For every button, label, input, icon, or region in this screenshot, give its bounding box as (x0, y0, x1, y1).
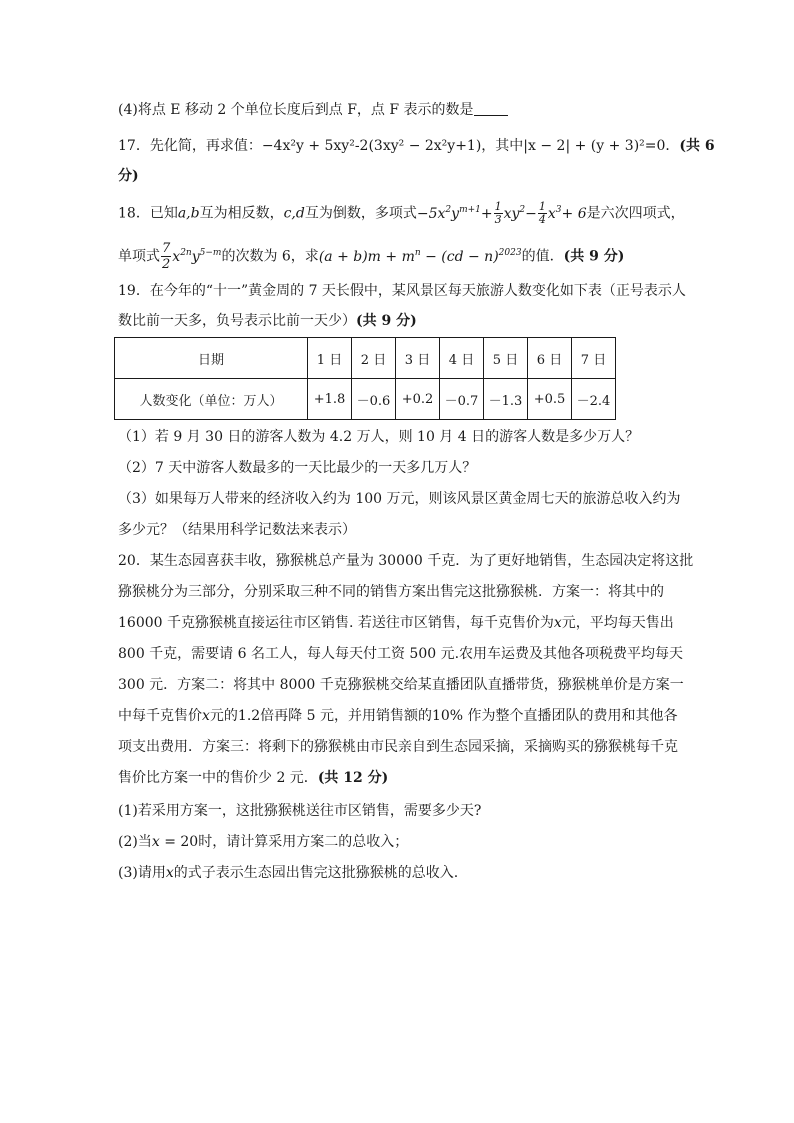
q20-line3 (118, 613, 674, 633)
plus-sign: + (480, 205, 493, 222)
q18-text-2: 互为倒数，多项式 (304, 205, 417, 222)
frac-num: 1 (494, 200, 502, 213)
q20-text: (2)当 (118, 834, 152, 850)
var-x: x (553, 615, 562, 631)
q18-text-5: 的值． (521, 248, 564, 265)
table-cell-day: 5 日 (484, 338, 528, 379)
table-cell-change: －2.4 (572, 379, 616, 420)
q17-line1 (118, 136, 715, 156)
q20-text: = 20时，请计算采用方案二的总收入； (159, 834, 409, 850)
table-cell-day: 4 日 (440, 338, 484, 379)
table-cell-change: +0.2 (396, 379, 440, 420)
q18-text-4: 的次数为 6，求 (221, 248, 319, 265)
q20-line6 (118, 706, 678, 726)
q18-var-ab: a,b (177, 205, 200, 222)
fraction-one-third (494, 201, 503, 226)
q17-score: (共 6 (679, 138, 715, 154)
q19-sub1: （1）若 9 月 30 日的游客人数为 4.2 万人，则 10 月 4 日的游客人数是多少万人？ (118, 429, 640, 445)
q18-polynomial (416, 200, 587, 226)
q20-text: 元，平均每天售出 (561, 615, 674, 631)
fraction-seven-halves (161, 241, 171, 272)
table-cell-change: +1.8 (308, 379, 352, 420)
q19-line1: 19．在今年的“十一”黄金周的 7 天长假中，某风景区每天旅游人数变化如下表（正号表示人 (118, 283, 686, 299)
mono-exp: 5−m (199, 247, 222, 258)
poly-exp: 2 (519, 204, 526, 215)
q18-mono-label: 单项式 (118, 248, 160, 265)
q20-text: 中每千克售价 (118, 708, 202, 724)
q20-line1: 20．某生态园喜获丰收，猕猴桃总产量为 30000 千克．为了更好地销售，生态园决定将这批 (118, 553, 694, 569)
q18-line2 (118, 241, 624, 272)
q20-part2 (118, 832, 408, 852)
table-cell-change: －0.7 (440, 379, 484, 420)
table-header-change: 人数变化（单位：万人） (115, 379, 308, 420)
poly-term-a: −5x (416, 205, 446, 222)
q19-sub2: （2）7 天中游客人数最多的一天比最少的一天多几万人？ (118, 460, 477, 476)
q18-text-1: 互为相反数， (199, 205, 284, 222)
q18-expression (319, 249, 522, 265)
q20-text: 的式子表示生态园出售完这批猕猴桃的总收入. (173, 865, 459, 881)
table-cell-day: 7 日 (572, 338, 616, 379)
q20-line7: 项支出费用．方案三：将剩下的猕猴桃由市民亲自到生态园采摘，采摘购买的猕猴桃每千克 (118, 739, 678, 755)
expr-exp: 2023 (498, 247, 522, 258)
expr-exp: n (414, 247, 421, 258)
poly-exp: m+1 (459, 204, 481, 215)
table-row (115, 379, 616, 420)
fraction-one-quarter (538, 201, 547, 226)
table-row (115, 338, 616, 379)
poly-term-b: xy (503, 205, 520, 222)
var-x: x (165, 865, 174, 881)
q17-line2: 分) (118, 168, 139, 184)
q20-text: 16000 千克猕猴桃直接运往市区销售. 若送往市区销售，每千克售价为 (118, 615, 554, 631)
q20-line4: 800 千克，需要请 6 名工人，每人每天付工资 500 元.农用车运费及其他各项税费平均每天 (118, 646, 684, 662)
q18-score: (共 9 分) (563, 248, 625, 265)
poly-var-y: y (451, 205, 460, 222)
q19-score: (共 9 分) (356, 313, 417, 329)
frac-num: 7 (162, 241, 171, 256)
q19-text: 数比前一天多，负号表示比前一天少） (118, 313, 356, 329)
frac-den: 2 (162, 257, 171, 272)
mono-var-y: y (191, 248, 200, 265)
frac-den: 3 (494, 213, 502, 226)
expr-part-1: (a + b)m + m (318, 248, 415, 265)
table-cell-change: +0.5 (528, 379, 572, 420)
q19-sub3-line1: （3）如果每万人带来的经济收入约为 100 万元，则该风景区黄金周七天的旅游总收入约为 (118, 491, 681, 507)
q20-line8 (118, 768, 388, 788)
q17-text: 17．先化简，再求值：−4x²y + 5xy²-2(3xy² − 2x²y+1)，其中|x − 2| + (y + 3)²=0． (118, 138, 680, 154)
q18-number: 18．已知 (118, 205, 178, 222)
q16-part4-text: (4)将点 E 移动 2 个单位长度后到点 F，点 F 表示的数是 (118, 102, 474, 118)
var-x: x (202, 708, 210, 724)
frac-num: 1 (538, 200, 546, 213)
frac-den: 4 (538, 213, 546, 226)
q18-line1 (118, 201, 685, 226)
q20-text: 元的1.2倍再降 5 元，并用销售额的10% 作为整个直播团队的费用和其他各 (209, 708, 678, 724)
q20-part3 (118, 863, 458, 883)
minus-sign: − (525, 205, 537, 222)
table-header-date: 日期 (115, 338, 308, 379)
var-x: x (151, 834, 160, 850)
table-cell-change: －1.3 (484, 379, 528, 420)
visitor-change-table (114, 337, 616, 420)
q20-line5: 300 元．方案二：将其中 8000 千克猕猴桃交给某直播团队直播带货，猕猴桃单价是方案一 (118, 677, 684, 693)
expr-part-2: − (cd − n) (420, 248, 499, 265)
mono-exp: 2n (180, 247, 192, 258)
q20-line2: 猕猴桃分为三部分，分别采取三种不同的销售方案出售完这批猕猴桃．方案一：将其中的 (118, 584, 664, 600)
q20-score: (共 12 分) (317, 770, 389, 786)
mono-var-x: x (172, 248, 181, 265)
q19-line2 (118, 311, 417, 331)
table-cell-change: －0.6 (352, 379, 396, 420)
poly-exp: 3 (555, 204, 562, 215)
q18-text-3: 是六次四项式， (586, 205, 685, 222)
q19-sub3-line2: 多少元？（结果用科学记数法来表示） (118, 522, 356, 538)
q20-part1: (1)若采用方案一，这批猕猴桃送往市区销售，需要多少天? (118, 803, 482, 819)
poly-exp: 2 (445, 204, 452, 215)
q20-text: 售价比方案一中的售价少 2 元． (118, 770, 318, 786)
q20-text: (3)请用 (118, 865, 166, 881)
poly-constant: + 6 (561, 205, 587, 222)
q18-var-cd: c,d (283, 205, 305, 222)
poly-term-c: x (547, 205, 556, 222)
q18-monomial (160, 241, 222, 272)
table-cell-day: 3 日 (396, 338, 440, 379)
table-cell-day: 2 日 (352, 338, 396, 379)
q16-part4 (118, 100, 508, 120)
table-cell-day: 6 日 (528, 338, 572, 379)
table-cell-day: 1 日 (308, 338, 352, 379)
answer-blank (474, 101, 508, 116)
